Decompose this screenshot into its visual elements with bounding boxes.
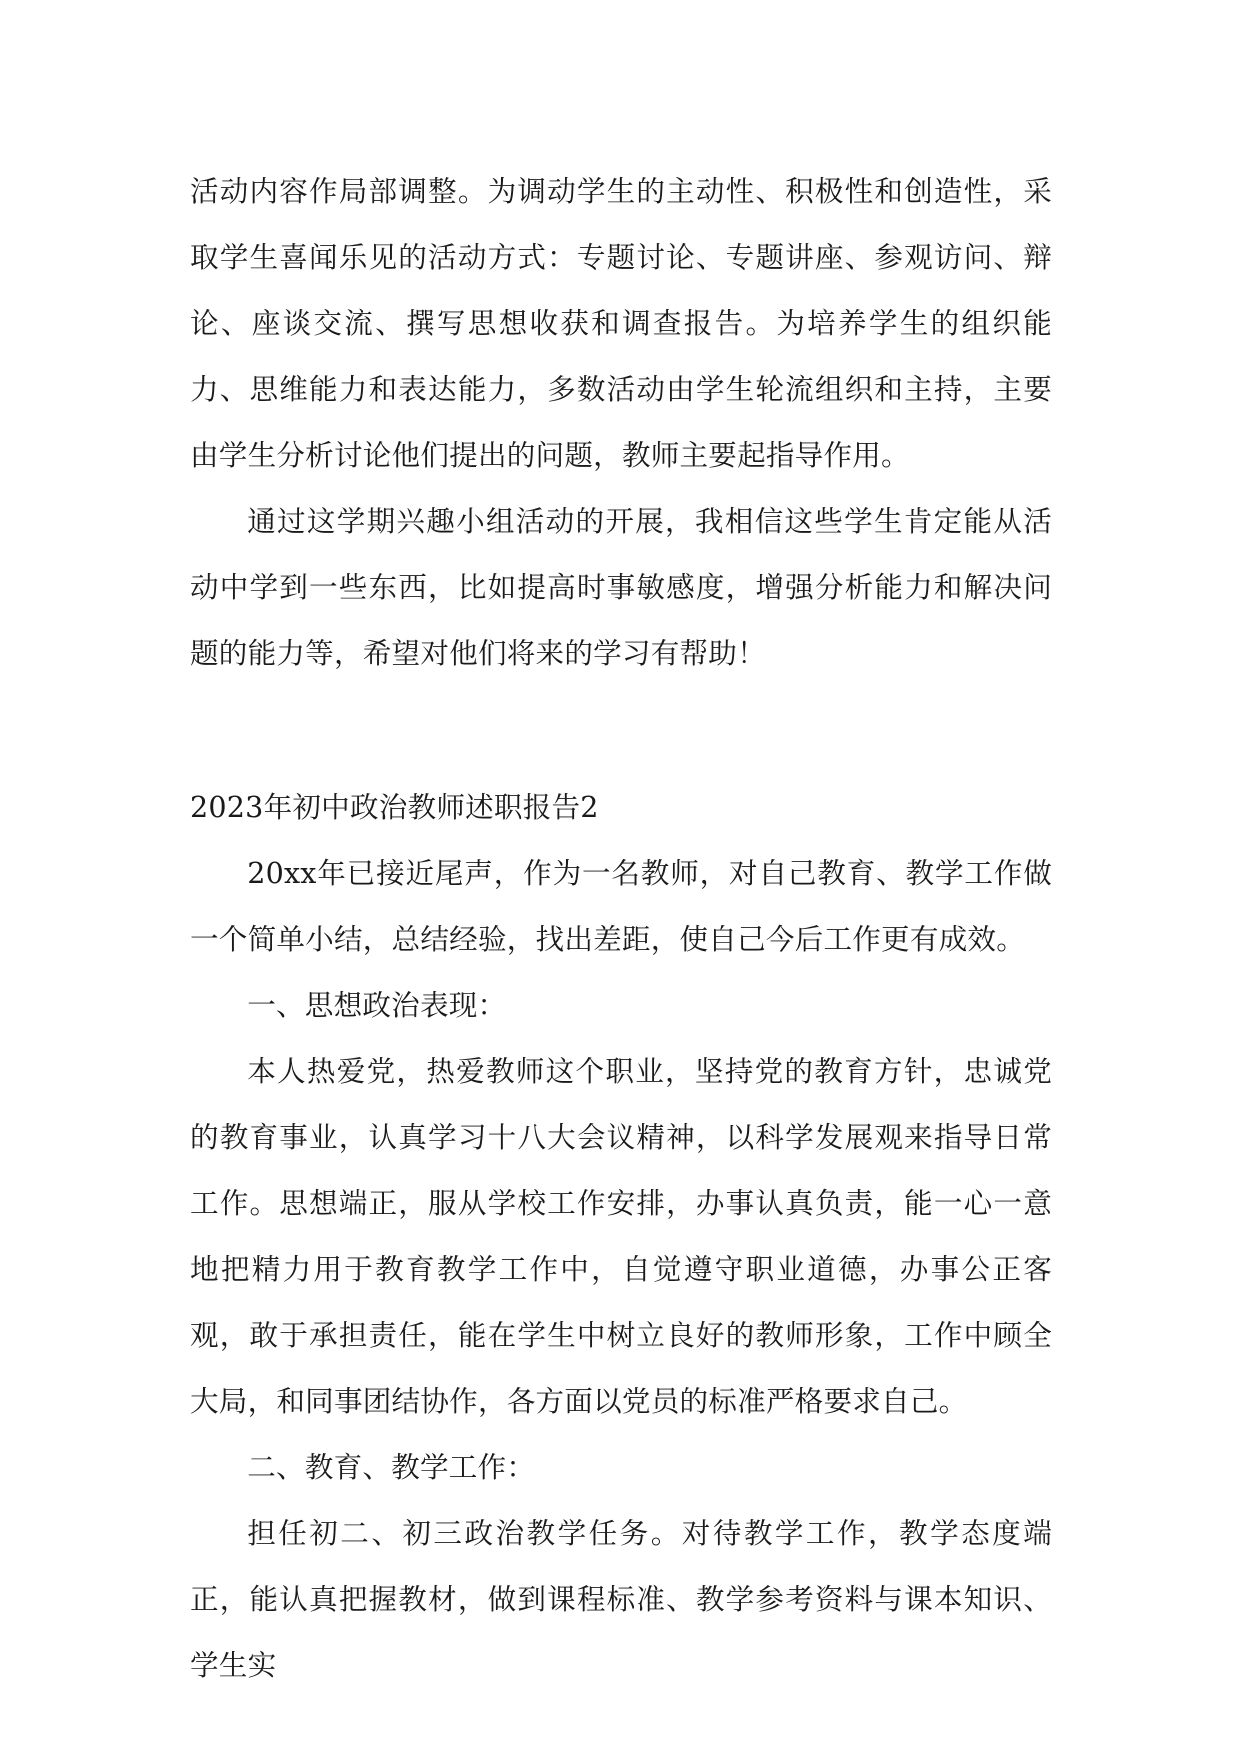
subheading: 二、教育、教学工作：: [247, 1450, 536, 1484]
section-spacer: [190, 686, 1052, 774]
paragraph: 活动内容作局部调整。为调动学生的主动性、积极性和创造性，采取学生喜闻乐见的活动方式：专题讨论、专题讲座、参观访问、辩论、座谈交流、撰写思想收获和调查报告。为培养学生的组织能力、思维能力和表达能力，多数活动由学生轮流组织和主持，主要由学生分析讨论他们提出的问题，教师主要起指导作用。: [190, 174, 1052, 472]
subheading: 一、思想政治表现：: [247, 988, 507, 1022]
paragraph: 本人热爱党，热爱教师这个职业，坚持党的教育方针，忠诚党的教育事业，认真学习十八大会议精神，以科学发展观来指导日常工作。思想端正，服从学校工作安排，办事认真负责，能一心一意地把精力用于教育教学工作中，自觉遵守职业道德，办事公正客观，敢于承担责任，能在学生中树立良好的教师形象，工作中顾全大局，和同事团结协作，各方面以党员的标准严格要求自己。: [190, 1054, 1052, 1418]
paragraph: 担任初二、初三政治教学任务。对待教学工作，教学态度端正，能认真把握教材，做到课程标准、教学参考资料与课本知识、学生实: [190, 1516, 1052, 1682]
paragraph: 通过这学期兴趣小组活动的开展，我相信这些学生肯定能从活动中学到一些东西，比如提高时事敏感度，增强分析能力和解决问题的能力等，希望对他们将来的学习有帮助！: [190, 504, 1052, 670]
paragraph: 20xx年已接近尾声，作为一名教师，对自己教育、教学工作做一个简单小结，总结经验，找出差距，使自己今后工作更有成效。: [190, 856, 1052, 956]
section-title: 2023年初中政治教师述职报告2: [190, 790, 599, 824]
document-body: [190, 158, 1052, 1698]
